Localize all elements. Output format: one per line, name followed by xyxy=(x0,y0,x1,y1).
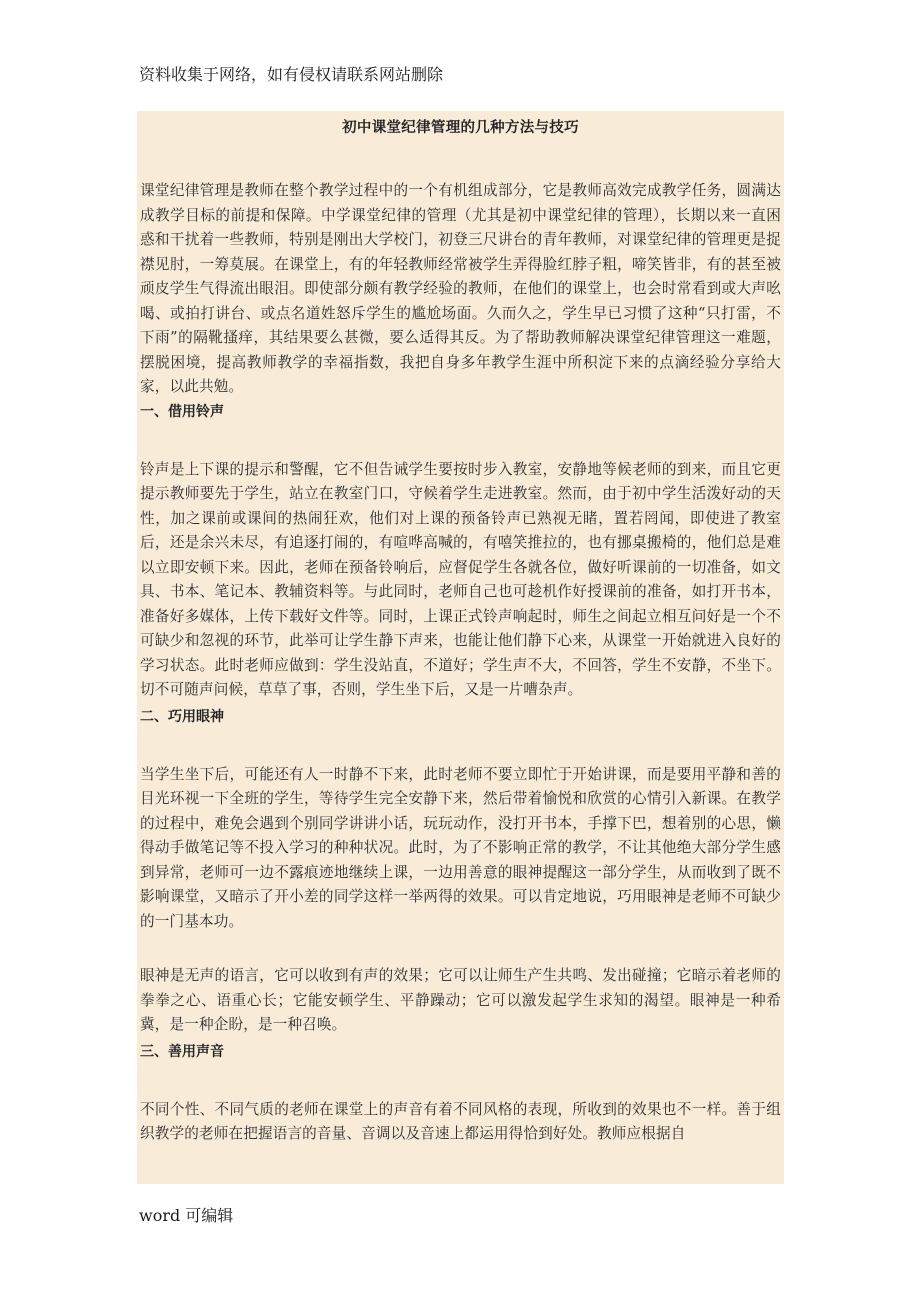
section-heading-1: 一、借用铃声 xyxy=(140,403,224,420)
article-title: 初中课堂纪律管理的几种方法与技巧 xyxy=(342,120,579,136)
section-1-paragraph-1: 铃声是上下课的提示和警醒，它不但告诫学生要按时步入教室，安静地等候老师的到来，而且它更提示教师要先于学生，站立在教室门口，守候着学生走进教室。然而，由于初中学生活泼好动的天性，加之课前或课间的热闹狂欢，他们对上课的预备铃声已熟视无睹，置若罔闻，即使进了教室后，还是余兴未尽，有追逐打闹的，有喧哗高喊的，有嘻笑推拉的，也有挪桌搬椅的，他们总是难以立即安顿下来。因此，老师在预备铃响后，应督促学生各就各位，做好听课前的一切准备，如文具、书本、笔记本、教辅资料等。与此同时，老师自己也可趁机作好授课前的准备，如打开书本，准备好多媒体，上传下载好文件等。同时，上课正式铃声响起时，师生之间起立相互问好是一个不可缺少和忽视的环节，此举可让学生静下声来，也能让他们静下心来，从课堂一开始就进入良好的学习状态。此时老师应做到：学生没站直，不道好；学生声不大，不回答，学生不安静，不坐下。切不可随声问候，草草了事，否则，学生坐下后，又是一片嘈杂声。 xyxy=(140,460,781,698)
section-heading-2: 二、巧用眼神 xyxy=(140,708,224,725)
page-header: 资料收集于网络，如有侵权请联系网站删除 xyxy=(139,65,444,84)
section-2-paragraph-2: 眼神是无声的语言，它可以收到有声的效果；它可以让师生产生共鸣、发出碰撞；它暗示着老师的拳拳之心、语重心长；它能安顿学生、平静躁动；它可以激发起学生求知的渴望。眼神是一种希冀，是一种企盼，是一种召唤。 xyxy=(140,967,781,1033)
section-heading-3: 三、善用声音 xyxy=(140,1043,224,1060)
section-2-paragraph-1: 当学生坐下后，可能还有人一时静不下来，此时老师不要立即忙于开始讲课，而是要用平静和善的目光环视一下全班的学生，等待学生完全安静下来，然后带着愉悦和欣赏的心情引入新课。在教学的过程中，难免会遇到个别同学讲讲小话，玩玩动作，没打开书本，手撑下巴，想着别的心思，懒得动手做笔记等不投入学习的种种状况。此时，为了不影响正常的教学，不让其他绝大部分学生感到异常，老师可一边不露痕迹地继续上课，一边用善意的眼神提醒这一部分学生，从而收到了既不影响课堂，又暗示了开小差的同学这样一举两得的效果。可以肯定地说，巧用眼神是老师不可缺少的一门基本功。 xyxy=(140,765,781,930)
article-content xyxy=(137,111,784,1184)
intro-paragraph: 课堂纪律管理是教师在整个教学过程中的一个有机组成部分，它是教师高效完成教学任务，圆满达成教学目标的前提和保障。中学课堂纪律的管理（尤其是初中课堂纪律的管理），长期以来一直困惑和干扰着一些教师，特别是刚出大学校门，初登三尺讲台的青年教师，对课堂纪律的管理更是捉襟见肘，一筹莫展。在课堂上，有的年轻教师经常被学生弄得脸红脖子粗，啼笑皆非，有的甚至被顽皮学生气得流出眼泪。即使部分颇有教学经验的教师，在他们的课堂上，也会时常看到或大声吆喝、或拍打讲台、或点名道姓怒斥学生的尴尬场面。久而久之，学生早已习惯了这种“只打雷，不下雨”的隔靴搔痒，其结果要么甚微，要么适得其反。为了帮助教师解决课堂纪律管理这一难题，摆脱困境，提高教师教学的幸福指数，我把自身多年教学生涯中所积淀下来的点滴经验分享给大家，以此共勉。 xyxy=(140,182,781,395)
page-footer: word 可编辑 xyxy=(139,1206,234,1225)
section-3-paragraph-1: 不同个性、不同气质的老师在课堂上的声音有着不同风格的表现，所收到的效果也不一样。善于组织教学的老师在把握语言的音量、音调以及音速上都运用得恰到好处。教师应根据自 xyxy=(140,1100,781,1142)
